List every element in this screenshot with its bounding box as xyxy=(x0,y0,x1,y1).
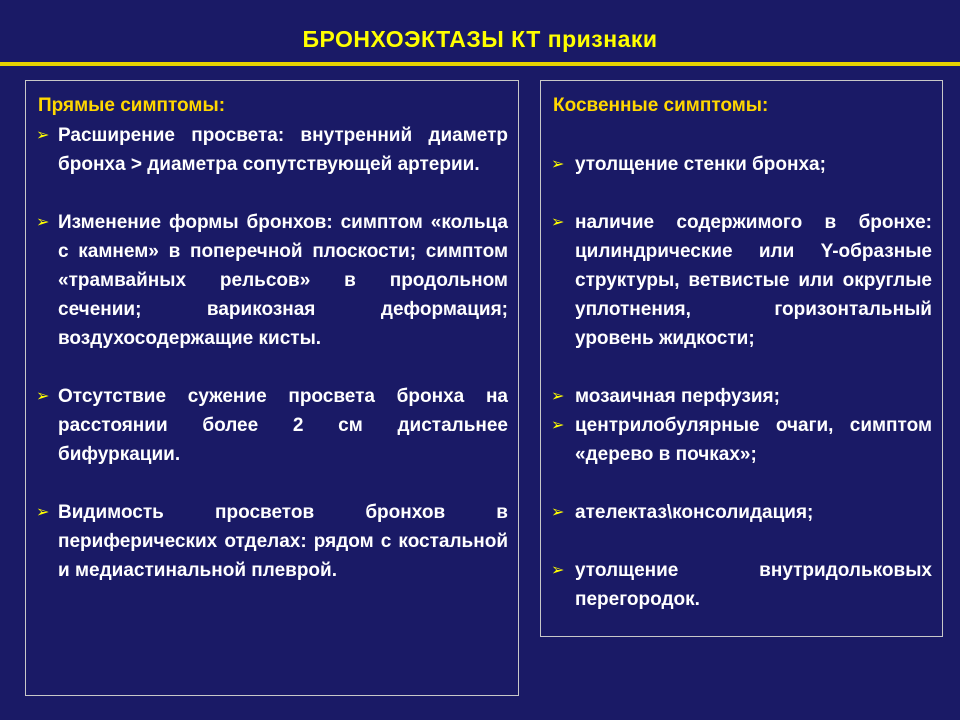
indirect-symptoms-panel xyxy=(540,80,943,637)
arrow-bullet-icon: ➢ xyxy=(36,504,50,521)
indirect-symptoms-list xyxy=(551,150,932,614)
list-item-text: утолщение стенки бронха; xyxy=(575,154,826,175)
arrow-bullet-icon: ➢ xyxy=(36,127,50,144)
arrow-bullet-icon: ➢ xyxy=(551,504,565,521)
arrow-bullet-icon: ➢ xyxy=(551,214,565,231)
list-item xyxy=(551,150,932,179)
list-item xyxy=(551,382,932,411)
list-item xyxy=(551,411,932,469)
list-item-text: Изменение формы бронхов: симптом «кольца с камнем» в поперечной плоскости; симптом «трамвайных рельсов» в продольном сечении; варикозная деформация; воздухосодержащие кисты. xyxy=(58,212,508,349)
list-item xyxy=(551,208,932,353)
arrow-bullet-icon: ➢ xyxy=(36,388,50,405)
arrow-bullet-icon: ➢ xyxy=(551,388,565,405)
arrow-bullet-icon: ➢ xyxy=(551,417,565,434)
slide-title: БРОНХОЭКТАЗЫ КТ признаки xyxy=(302,26,658,52)
list-item-text: мозаичная перфузия; xyxy=(575,386,780,407)
list-item xyxy=(36,121,508,179)
direct-symptoms-list xyxy=(36,121,508,585)
direct-symptoms-heading: Прямые симптомы: xyxy=(38,95,226,116)
list-item-text: ателектаз\консолидация; xyxy=(575,502,814,523)
title-divider xyxy=(0,62,960,66)
list-item-text: Отсутствие сужение просвета бронха на расстоянии более 2 см дистальнее бифуркации. xyxy=(58,386,508,465)
arrow-bullet-icon: ➢ xyxy=(36,214,50,231)
list-item xyxy=(36,382,508,469)
list-item-text: Расширение просвета: внутренний диаметр бронха > диаметра сопутствующей артерии. xyxy=(58,125,508,175)
list-item xyxy=(551,498,932,527)
indirect-symptoms-heading: Косвенные симптомы: xyxy=(553,95,769,116)
list-item-text: Видимость просветов бронхов в периферических отделах: рядом с костальной и медиастинальной плеврой. xyxy=(58,502,508,581)
arrow-bullet-icon: ➢ xyxy=(551,156,565,173)
list-item xyxy=(36,498,508,585)
arrow-bullet-icon: ➢ xyxy=(551,562,565,579)
list-item-text: утолщение внутридольковых перегородок. xyxy=(575,560,932,610)
direct-symptoms-panel xyxy=(25,80,519,696)
list-item-text: центрилобулярные очаги, симптом «дерево в почках»; xyxy=(575,415,932,465)
list-item xyxy=(36,208,508,353)
list-item xyxy=(551,556,932,614)
list-item-text: наличие содержимого в бронхе: цилиндрические или Y-образные структуры, ветвистые или округлые уплотнения, горизонтальный уровень жидкости; xyxy=(575,212,932,349)
